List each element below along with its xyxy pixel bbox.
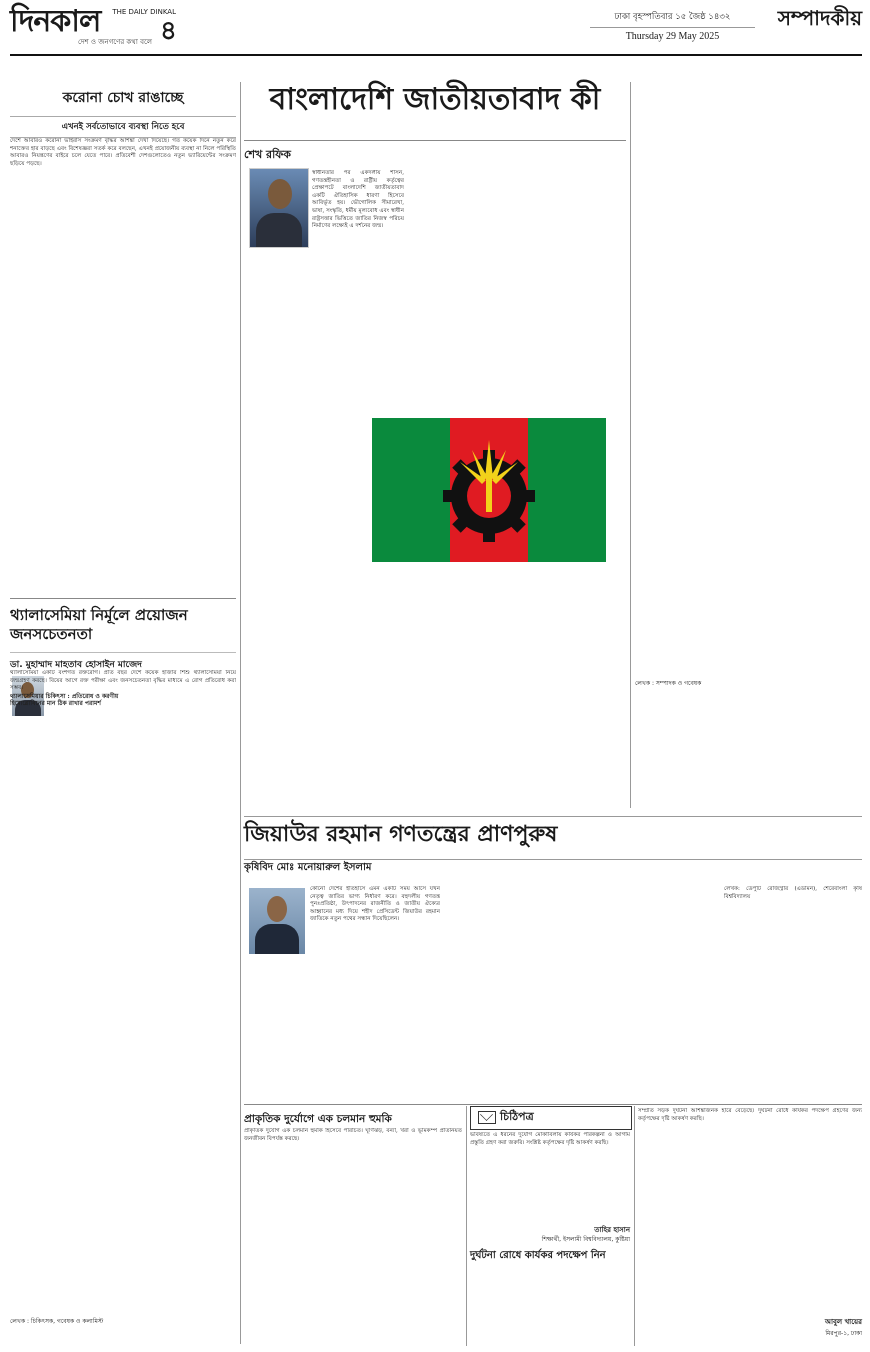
ziaur-col-2	[448, 886, 578, 1096]
column-separator-bottom	[466, 1106, 467, 1346]
page-number: ৪	[160, 16, 177, 46]
ziaur-headline: জিয়াউর রহমান গণতন্ত্রের প্রাণপুরুষ	[244, 822, 558, 847]
thal-headline: থ্যালাসেমিয়া নির্মূলে প্রয়োজন জনসচেতনতা	[10, 606, 188, 643]
thal-body	[10, 670, 236, 1310]
editorial-rule	[244, 140, 626, 141]
ziaur-author: কৃষিবিদ মোঃ মনোয়ারুল ইসলাম	[244, 862, 372, 873]
corona-text: দেশে আবারও করোনা ভাইরাস সংক্রমণ বৃদ্ধির আশঙ্কা দেখা দিয়েছে। গত কয়েক দিনে নতুন করে শনাক্তের হার বাড়ছে এবং বিশেষজ্ঞরা সতর্ক করে বলছেন, এখনই প্রয়োজনীয় ব্যবস্থা না নিলে পরিস্থিতি আবারও নিয়ন্ত্রণের বাইরে চলে যেতে পারে। প্রতিবেশী দেশগুলোতেও নতুন ভ্যারিয়েন্টের সংক্রমণ ছড়িয়ে পড়ছে।	[10, 138, 236, 167]
corona-body	[10, 138, 236, 594]
nature-text: প্রাকৃতিক দুর্যোগ এক চলমান হুমকি হিসেবে পরিচিত। ঘূর্ণিঝড়, বন্যা, খরা ও ভূমিকম্প প্রতিনিয়ত জনজীবন বিপর্যস্ত করছে।	[244, 1128, 462, 1142]
editorial-col-5	[635, 82, 747, 670]
ziaur-col-4	[724, 886, 862, 1096]
letter3-text: সম্প্রতি সড়ক দুর্ঘটনা আশঙ্কাজনক হারে বেড়েছে। দুর্ঘটনা রোধে কার্যকর পদক্ষেপ গ্রহণের জন্য কর্তৃপক্ষের দৃষ্টি আকর্ষণ করছি।	[638, 1108, 862, 1122]
masthead-logo	[10, 6, 180, 52]
editorial-caption: লেখক : সম্পাদক ও গবেষক	[635, 680, 702, 687]
nature-headline: প্রাকৃতিক দুর্যোগে এক চলমান হুমকি	[244, 1113, 392, 1125]
flag-green-left	[372, 418, 450, 562]
date-bangla: ঢাকা বৃহস্পতিবার ১৫ জৈষ্ঠ ১৪৩২	[590, 10, 755, 28]
corona-headline: করোনা চোখ রাঙাচ্ছে	[62, 90, 184, 106]
author-photo	[249, 168, 309, 248]
ziaur-author-face	[267, 896, 287, 922]
editorial-headline: বাংলাদেশি জাতীয়তাবাদ কী	[269, 82, 601, 117]
letter2-headline: দুর্ঘটনা রোধে কার্যকর পদক্ষেপ নিন	[470, 1250, 606, 1261]
ziaur-author-photo	[249, 888, 305, 954]
letter2-body	[470, 1264, 630, 1346]
column-separator-right	[630, 82, 631, 808]
nature-body	[244, 1128, 462, 1346]
column-separator-left	[240, 82, 241, 1344]
thal-subhead-hemoglobin: হিমোগ্লোবিনের মান ঠিক রাখার পরামর্শ	[10, 700, 101, 708]
letter1-signature: তাহির হাসান	[594, 1226, 630, 1234]
logo-text: দিনকাল	[10, 4, 101, 39]
ziaur-footer: লেখক: ডেপুটি রেজিস্ট্রার (এডমিন), শেরেবাংলা কৃষি বিশ্ববিদ্যালয়	[724, 886, 862, 900]
thal-subhead-treatment: থ্যালাসেমিয়ার চিকিৎসা : প্রতিরোধ ও করণীয়	[10, 692, 119, 700]
logo-tagline: দেশ ও জনগণের কথা বলে	[78, 38, 153, 46]
letters-label: চিঠিপত্র	[500, 1110, 534, 1123]
ziaur-author-body	[255, 924, 299, 954]
thal-footer: লেখক : চিকিৎসক, গবেষক ও কলামিস্ট	[10, 1318, 104, 1325]
left-divider	[10, 598, 236, 599]
letter1-body	[470, 1132, 630, 1220]
editorial-col-2	[410, 170, 502, 410]
editorial-col-4	[410, 570, 626, 810]
ziaur-col-1	[310, 886, 440, 1096]
ziaur-col-3	[586, 886, 716, 1096]
author-photo-face	[268, 179, 292, 209]
envelope-icon	[478, 1111, 496, 1124]
thal-text: থ্যালাসেমিয়া একটি বংশগত রক্তরোগ। প্রতি বছর দেশে কয়েক হাজার শিশু থ্যালাসেমিয়া নিয়ে জন্মগ্রহণ করছে। বিয়ের আগে রক্ত পরীক্ষা এবং জনসচেতনতা বৃদ্ধির মাধ্যমে এ রোগ প্রতিরোধ করা সম্ভব।	[10, 670, 236, 692]
letter3-signature: আবুল খায়ের	[824, 1318, 862, 1326]
date-english: Thursday 29 May 2025	[625, 31, 720, 42]
thal-author: ডা. মুহাম্মাদ মাহতাব হোসাইন মাজেদ	[10, 652, 236, 672]
bnp-flag-image	[372, 418, 606, 562]
bottom-rule	[244, 1104, 862, 1105]
masthead-date	[590, 10, 755, 42]
masthead-rule	[10, 54, 862, 56]
editorial-text: স্বাধীনতার পর একদলীয় শাসন, গণতন্ত্রহীনতা ও রাষ্ট্রীয় কর্তৃত্বের প্রেক্ষাপটে বাংলাদেশি জাতীয়তাবাদ একটি ঐতিহাসিক ধারণা হিসেবে আবির্ভূত হয়। ভৌগোলিক সীমারেখা, ভাষা, সংস্কৃতি, ধর্মীয় মূল্যবোধ এবং স্বাধীন রাষ্ট্রসত্তার ভিত্তিতে জাতির নিজস্ব পরিচয় নির্মাণের লক্ষ্যেই এ দর্শনের জন্ম।	[312, 170, 404, 230]
corona-subhead: এখনই সর্বতোভাবে ব্যবস্থা নিতে হবে	[10, 116, 236, 138]
ziaur-text: কোনো দেশের ইতিহাসে এমন একটি সময় আসে যখন নেতৃত্ব জাতির ভাগ্য নির্ধারণ করে। বহুদলীয় গণতন্ত্র পুনঃপ্রতিষ্ঠা, উৎপাদনের রাজনীতি ও জাতীয় ঐক্যের আহ্বানের মধ্য দিয়ে শহীদ প্রেসিডেন্ট জিয়াউর রহমান জাতিকে নতুন পথের সন্ধান দিয়েছিলেন।	[310, 886, 440, 923]
editorial-author: শেখ রফিক	[244, 148, 291, 161]
letter3-address: মিরপুর-১, ঢাকা	[825, 1330, 862, 1337]
column-separator-bottom-right	[634, 1106, 635, 1346]
letter1-affiliation: শিক্ষার্থী, ইসলামী বিশ্ববিদ্যালয়, কুষ্টিয়া	[541, 1236, 630, 1243]
editorial-col-3	[508, 170, 626, 410]
flag-green-right	[528, 418, 606, 562]
section-title: সম্পাদকীয়	[777, 6, 862, 30]
editorial-col-6	[751, 82, 862, 670]
logo-english: THE DAILY DINKAL	[112, 8, 176, 16]
letter3-body	[638, 1108, 862, 1312]
author-photo-body	[256, 213, 302, 247]
letter1-text: ভবিষ্যতে এ ধরনের দুর্যোগ মোকাবিলায় কার্যকর পরিকল্পনা ও আগাম প্রস্তুতি গ্রহণ করা জরুরি। সংশ্লিষ্ট কর্তৃপক্ষের দৃষ্টি আকর্ষণ করছি।	[470, 1132, 630, 1146]
